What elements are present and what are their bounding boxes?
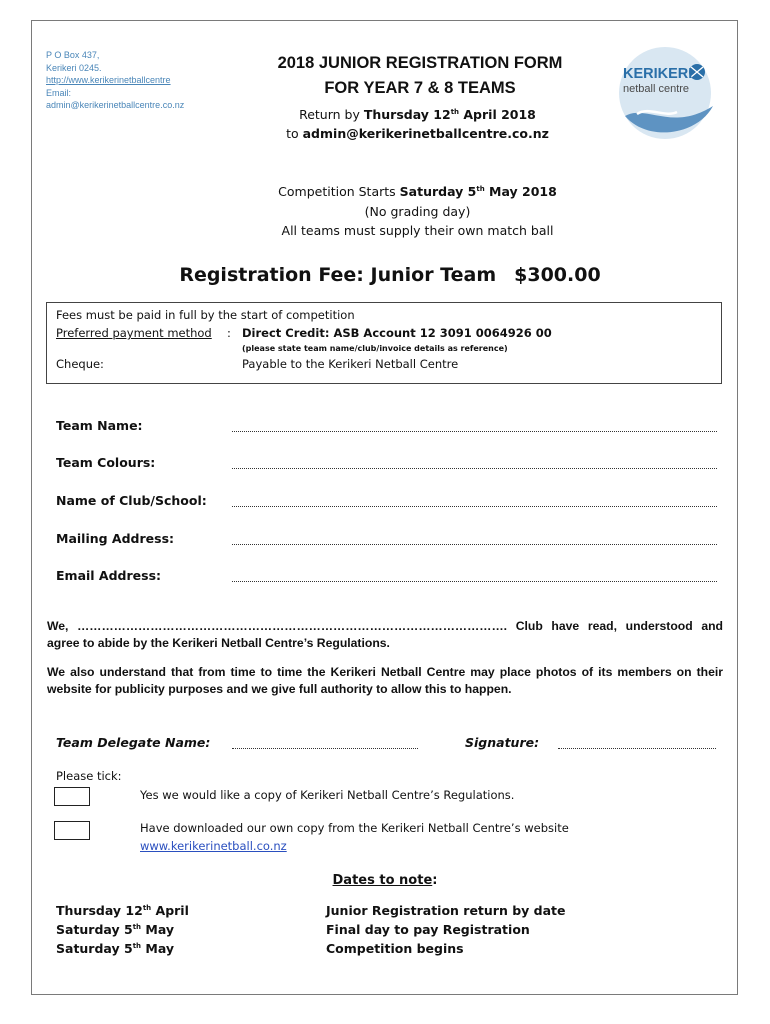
tick-option-regulations-copy: Yes we would like a copy of Kerikeri Netball Centre’s Regulations. xyxy=(140,788,515,802)
netball-website-link[interactable]: www.kerikerinetball.co.nz xyxy=(140,839,287,853)
dates-to-note-colon: : xyxy=(432,873,438,888)
payment-terms: Fees must be paid in full by the start of competition xyxy=(56,308,355,322)
return-date-end: April 2018 xyxy=(459,107,536,122)
date-row-1-month: April xyxy=(151,903,189,918)
return-prefix: Return by xyxy=(299,107,364,122)
dates-to-note-heading xyxy=(200,873,570,888)
form-title-line2: FOR YEAR 7 & 8 TEAMS xyxy=(324,79,516,97)
direct-credit-details: Direct Credit: ASB Account 12 3091 0064926 00 xyxy=(242,326,552,340)
mailing-address-field[interactable] xyxy=(232,544,717,545)
agreement-paragraph: We, ……………………………………………………………………………………………. Club have read, understood and agree to abide by the Kerikeri Netball Centre’s Regulations. xyxy=(47,619,723,650)
registration-fee xyxy=(40,264,740,286)
competition-starts-date-end: May 2018 xyxy=(484,184,557,199)
preferred-payment-label: Preferred payment method xyxy=(56,326,212,340)
date-row-3-day-text: Saturday 5 xyxy=(56,941,133,956)
date-row-2-event: Final day to pay Registration xyxy=(326,922,530,937)
contact-details xyxy=(46,49,184,112)
competition-starts-date: Saturday 5 xyxy=(399,184,477,199)
signature-field[interactable] xyxy=(558,748,716,749)
date-row-3-event: Competition begins xyxy=(326,941,464,956)
return-email: admin@kerikerinetballcentre.co.nz xyxy=(302,126,549,141)
club-school-label: Name of Club/School: xyxy=(56,493,207,508)
team-delegate-field[interactable] xyxy=(232,748,418,749)
contact-email-label: Email: xyxy=(46,87,72,98)
tick-option-downloaded-copy: Have downloaded our own copy from the Kerikeri Netball Centre’s website xyxy=(140,821,569,835)
date-row-3-month: May xyxy=(141,941,175,956)
cheque-payable: Payable to the Kerikeri Netball Centre xyxy=(242,357,459,371)
team-name-field[interactable] xyxy=(232,431,717,432)
return-by-line xyxy=(210,105,625,124)
competition-grading: (No grading day) xyxy=(364,203,471,219)
competition-starts xyxy=(200,182,635,202)
mailing-address-label: Mailing Address: xyxy=(56,531,175,546)
cheque-label: Cheque: xyxy=(56,357,104,371)
form-title xyxy=(200,51,640,101)
contact-email: admin@kerikerinetballcentre.co.nz xyxy=(46,100,185,110)
dates-to-note-title: Dates to note xyxy=(332,873,433,888)
date-row-1-sup: th xyxy=(142,903,152,912)
please-tick-label: Please tick: xyxy=(56,769,122,783)
date-row-2-sup: th xyxy=(132,922,142,931)
return-to-prefix: to xyxy=(286,126,303,141)
club-school-field[interactable] xyxy=(232,506,717,507)
date-row-2-month: May xyxy=(141,922,175,937)
fee-label: Registration Fee: Junior Team xyxy=(179,264,497,286)
return-to-line xyxy=(210,124,625,143)
logo-name-line2: netball centre xyxy=(623,83,690,95)
team-colours-field[interactable] xyxy=(232,468,717,469)
email-address-field[interactable] xyxy=(232,581,717,582)
logo-graphic xyxy=(617,44,722,140)
return-info xyxy=(210,105,625,143)
tick-box-regulations-copy[interactable] xyxy=(54,787,90,806)
tick-box-downloaded-copy[interactable] xyxy=(54,821,90,840)
kerikeri-netball-logo xyxy=(617,44,722,140)
photo-consent-paragraph: We also understand that from time to time the Kerikeri Netball Centre may place photos of its members on their website for publicity purposes and we give full authority to allow this to happen. xyxy=(47,665,723,696)
contact-town: Kerikeri 0245. xyxy=(46,62,102,73)
payment-reference-note: (please state team name/club/invoice details as reference) xyxy=(242,344,508,353)
team-delegate-label: Team Delegate Name: xyxy=(56,735,211,750)
contact-po-box: P O Box 437, xyxy=(46,50,100,60)
email-address-label: Email Address: xyxy=(56,568,162,583)
competition-info xyxy=(200,182,635,241)
date-row-3-sup: th xyxy=(132,941,142,950)
date-row-2-day xyxy=(56,922,174,937)
contact-website-link[interactable]: http://www.kerikerinetballcentre xyxy=(46,75,171,85)
competition-starts-sup: th xyxy=(476,184,485,193)
team-name-label: Team Name: xyxy=(56,418,143,433)
return-date: Thursday 12 xyxy=(363,107,451,122)
competition-starts-prefix: Competition Starts xyxy=(278,184,400,199)
team-colours-label: Team Colours: xyxy=(56,455,156,470)
date-row-1-day-text: Thursday 12 xyxy=(56,903,143,918)
form-title-line1: 2018 JUNIOR REGISTRATION FORM xyxy=(277,54,563,72)
date-row-2-day-text: Saturday 5 xyxy=(56,922,133,937)
competition-ball: All teams must supply their own match ball xyxy=(281,223,554,238)
preferred-payment-colon: : xyxy=(227,326,231,340)
signature-label: Signature: xyxy=(465,735,540,750)
return-date-sup: th xyxy=(450,107,460,116)
fee-amount: $300.00 xyxy=(514,264,601,286)
date-row-3-day xyxy=(56,941,174,956)
date-row-1-event: Junior Registration return by date xyxy=(326,903,566,918)
date-row-1-day xyxy=(56,903,189,918)
logo-name-line1: KERIKERI xyxy=(623,66,693,82)
